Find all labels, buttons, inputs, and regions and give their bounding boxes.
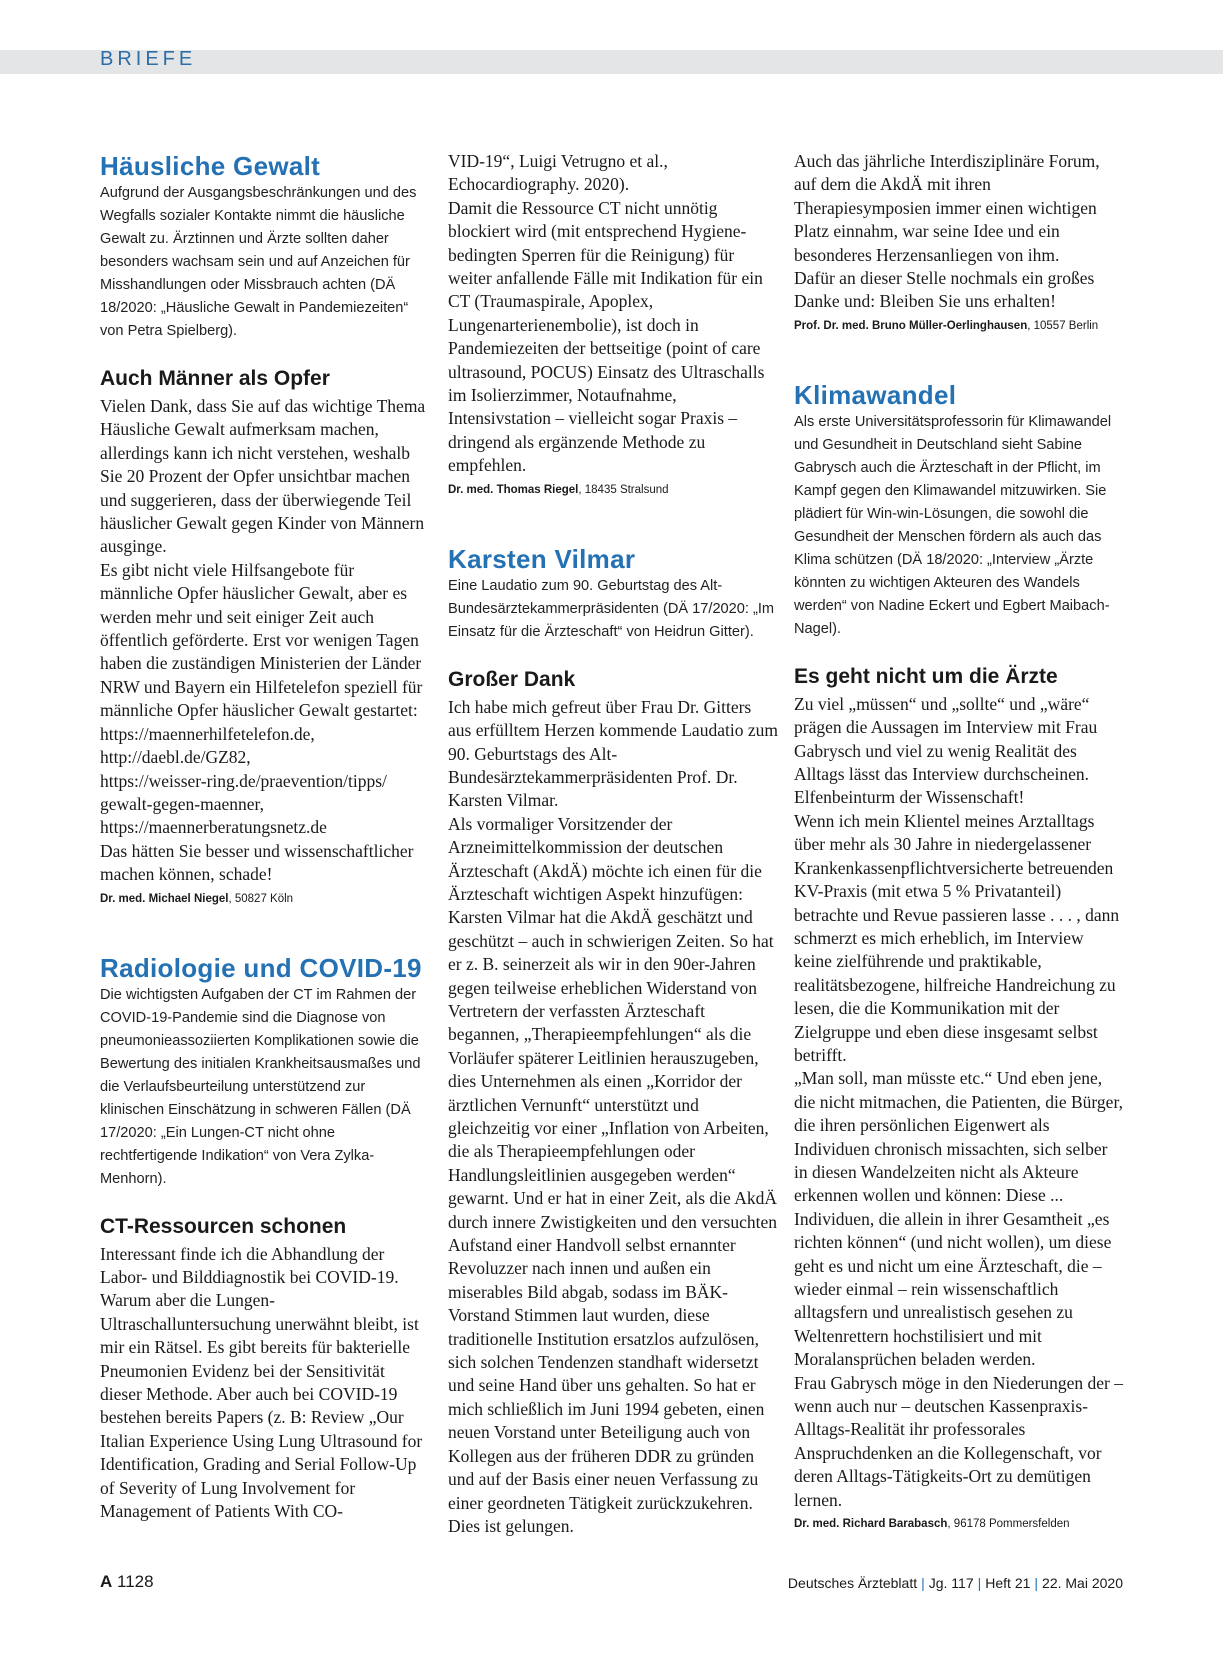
signature-name: Dr. med. Thomas Riegel bbox=[448, 483, 579, 496]
journal-info: Deutsches Ärzteblatt | Jg. 117 | Heft 21 | 22. Mai 2020 bbox=[787, 1575, 1123, 1591]
letter-title: CT-Ressourcen schonen bbox=[100, 1214, 347, 1238]
article-lead: Eine Laudatio zum 90. Geburtstag des Alt-Bundesärztekammerpräsidenten (DÄ 17/2020: „Im Einsatz für die Ärzteschaft“ von Heidrun Gitter). bbox=[448, 577, 775, 640]
letter-body: Ich habe mich gefreut über Frau Dr. Gitters aus erfülltem Herzen kommende Laudatio zum 90. Geburtstags des Alt-Bundesärztekammerpräsidenten Prof. Dr. Karsten Vilmar. Als vormaliger Vorsitzender der Arzneimittelkommission der deutschen Ärzteschaft (AkdÄ) möchte ich einen für die Ärzteschaft wichtigen Aspekt hinzufügen: Karsten Vilmar hat die AkdÄ geschätzt und geschützt – auch in schwierigen Zeiten. So hat er z. B. seinerzeit als wir in den 90er-Jahren gegen teilweise erheblichen Widerstand von Vertretern der verfassten Ärzteschaft begannen, „Therapieempfehlungen“ als die Vorläufer späterer Leitlinien herauszugeben, dies Unternehmen als einen „Korridor der ärztlichen Vernunft“ unterstützt und gleichzeitig vor einer „Inflation von Arbeiten, die als Therapieempfehlungen oder Handlungsleitlinien ausgegeben werden“ gewarnt. Und er hat in einer Zeit, als die AkdÄ durch innere Zwistigkeiten und den versuchten Aufstand einer Handvoll selbst ernannter Revoluzzer nach innen und außen ein miserables Bild abgab, sodass im BÄK-Vorstand Stimmen laut wurden, diese traditionelle Institution ersatzlos aufzulösen, sich solchen Tendenzen standhaft widersetzt und seine Hand über uns gehalten. So hat er mich schließlich im Juni 1994 gebeten, einen neuen Vorstand unter Beteiligung auch von Kollegen aus der früheren DDR zu gründen und auf der Basis einer neuen Verfassung zu einer geordneten Tätigkeit zurückzukehren. Dies ist gelungen. bbox=[448, 696, 778, 1536]
letter-title: Es geht nicht um die Ärzte bbox=[794, 664, 1058, 688]
article-title: Radiologie und COVID-19 bbox=[100, 952, 422, 983]
signature-name: Dr. med. Richard Barabasch bbox=[794, 1518, 948, 1531]
page-prefix: A bbox=[100, 1572, 113, 1591]
letter-title: Großer Dank bbox=[448, 667, 576, 691]
journal-name: Deutsches Ärzteblatt bbox=[787, 1575, 918, 1591]
column-3 bbox=[794, 150, 1124, 1533]
page-number bbox=[100, 1572, 154, 1592]
signature-place: , 96178 Pommersfelden bbox=[947, 1518, 1070, 1531]
signature-place: , 50827 Köln bbox=[228, 892, 294, 905]
signature-place: , 10557 Berlin bbox=[1027, 319, 1099, 332]
article-lead: Aufgrund der Ausgangsbeschränkungen und des Wegfalls sozialer Kontakte nimmt die häusliche Gewalt zu. Ärztinnen und Ärzte sollten daher besonders wachsam sein und auf Anzeichen für Misshandlungen oder Missbrauch achten (DÄ 18/2020: „Häusliche Gewalt in Pandemiezeiten“ von Petra Spielberg). bbox=[100, 185, 417, 339]
letter-body: Interessant finde ich die Abhandlung der Labor- und Bilddiagnostik bei COVID-19. Warum aber die Lungen-Ultraschalluntersuchung unerwähnt bleibt, ist mir ein Rätsel. Es gibt bereits für bakterielle Pneumonien Evidenz bei der Sensitivität dieser Methode. Aber auch bei COVID-19 bestehen bereits Papers (z. B: Review „Our Italian Experience Using Lung Ultrasound for Identification, Grading and Serial Follow-Up of Severity of Lung Involvement for Management of Patients With CO- bbox=[100, 1243, 423, 1521]
article-title: Häusliche Gewalt bbox=[100, 151, 321, 181]
signature-name: Dr. med. Michael Niegel bbox=[100, 892, 229, 905]
letter-signature bbox=[100, 890, 430, 908]
journal-issue: Heft 21 bbox=[985, 1575, 1031, 1591]
signature-name: Prof. Dr. med. Bruno Müller-Oerlinghausen bbox=[794, 319, 1028, 332]
letter-body-continued: Auch das jährliche Interdisziplinäre Forum, auf dem die AkdÄ mit ihren Therapiesymposien immer einen wichtigen Platz einnahm, war seine Idee und ein besonderes Herzensanliegen von ihm. Dafür an dieser Stelle nochmals ein großes Danke und: Bleiben Sie uns erhalten! bbox=[794, 151, 1100, 312]
section-label: BRIEFE bbox=[100, 48, 197, 70]
signature-place: , 18435 Stralsund bbox=[578, 483, 669, 496]
letter-signature bbox=[448, 481, 778, 499]
letter-title: Auch Männer als Opfer bbox=[100, 367, 330, 390]
letter-body: Zu viel „müssen“ und „sollte“ und „wäre“ prägen die Aussagen im Interview mit Frau Gabrysch und viel zu wenig Realität des Alltags lässt das Interview durchscheinen. Elfenbeinturm der Wissenschaft! Wenn ich mein Klientel meines Arztalltags über mehr als 30 Jahre in niedergelassener Krankenkassenpflichtversicherte betreuenden KV-Praxis (mit etwa 5 % Privatanteil) betrachte und Revue passieren lasse . . . , dann schmerzt es mich erheblich, im Interview keine zielführende und praktikable, realitätsbezogene, hilfreiche Handreichung zu lesen, die die Kommunikation mit der Zielgruppe und eben diese insgesamt selbst betrifft. „Man soll, man müsste etc.“ Und eben jene, die nicht mitmachen, die Patienten, die Bürger, die ihren persönlichen Eigenwert als Individuen chronisch missachten, sich selber in diesen Wandelzeiten nicht als Akteure erkennen wollen und können: Diese ... Individuen, die allein in ihrer Gesamtheit „es richten können“ (und nicht wollen), um diese geht es und nicht um eine Ärzteschaft, die – wieder einmal – rein wissenschaftlich alltagsfern und unrealistisch gesehen zu Weltenrettern hochstilisiert und mit Moralansprüchen beladen werden. Frau Gabrysch möge in den Niederungen der – wenn auch nur – deutschen Kassenpraxis-Alltags-Realität ihr professorales Anspruchdenken an die Kollegenschaft, vor deren Alltags-Tätigkeits-Ort zu demütigen lernen. bbox=[794, 693, 1123, 1510]
article-lead: Als erste Universitätsprofessorin für Klimawandel und Gesundheit in Deutschland sieht Sabine Gabrysch auch die Ärzteschaft in der Pflicht, im Kampf gegen den Klimawandel mitzuwirken. Sie plädiert für Win-win-Lösungen, die sowohl die Gesundheit der Menschen fördern als auch das Klima schützen (DÄ 18/2020: „Interview „Ärzte könnten zu wichtigen Akteuren des Wandels werden“ von Nadine Eckert und Egbert Maibach-Nagel). bbox=[794, 413, 1112, 637]
article-title: Klimawandel bbox=[794, 379, 957, 410]
journal-date: 22. Mai 2020 bbox=[1042, 1575, 1123, 1591]
letter-body: Vielen Dank, dass Sie auf das wichtige Thema Häusliche Gewalt aufmerksam machen, allerdings kann ich nicht verstehen, weshalb Sie 20 Prozent der Opfer unsichtbar machen und suggerieren, dass der überwiegende Teil häuslicher Gewalt gegen Kinder von Männern ausginge. Es gibt nicht viele Hilfsangebote für männliche Opfer häuslicher Gewalt, aber es werden mehr und seit einiger Zeit auch öffentlich geförderte. Erst vor wenigen Tagen haben die zuständigen Ministerien der Länder NRW und Bayern ein Hilfetelefon speziell für männliche Opfer häuslicher Gewalt gestartet: https://maennerhilfetelefon.de, http://daebl.de/GZ82, https://weisser-ring.de/praevention/tipps/ gewalt-gegen-maenner, https://maennerberatungsnetz.de Das hätten Sie besser und wissenschaftlicher machen können, schade! bbox=[100, 396, 426, 885]
article-title: Karsten Vilmar bbox=[448, 543, 636, 574]
letter-signature bbox=[794, 317, 1124, 335]
column-2 bbox=[448, 150, 778, 1538]
column-1 bbox=[100, 150, 430, 1523]
article-lead: Die wichtigsten Aufgaben der CT im Rahmen der COVID-19-Pandemie sind die Diagnose von pneumonieassoziierten Komplikationen sowie die Bewertung des initialen Krankheitsausmaßes und die Verlaufsbeurteilung unterstützend zur klinischen Einschätzung in schweren Fällen (DÄ 17/2020: „Ein Lungen-CT nicht ohne rechtfertigende Indikation“ von Vera Zylka-Menhorn). bbox=[100, 986, 421, 1187]
journal-volume: Jg. 117 bbox=[928, 1575, 974, 1591]
letter-body-continued: VID-19“, Luigi Vetrugno et al., Echocardiography. 2020). Damit die Ressource CT nicht unnötig blockiert wird (mit entsprechend Hygiene-bedingten Sperren für die Reinigung) für weiter anfallende Fälle mit Indikation für ein CT (Traumaspirale, Apoplex, Lungenarterienembolie), ist doch in Pandemiezeiten der bettseitige (point of care ultrasound, POCUS) Einsatz des Ultraschalls im Isolierzimmer, Notaufnahme, Intensivstation – vielleicht sogar Praxis – dringend als ergänzende Methode zu empfehlen. bbox=[448, 151, 765, 476]
page-number-value: 1128 bbox=[112, 1572, 154, 1591]
letter-signature bbox=[794, 1515, 1124, 1533]
